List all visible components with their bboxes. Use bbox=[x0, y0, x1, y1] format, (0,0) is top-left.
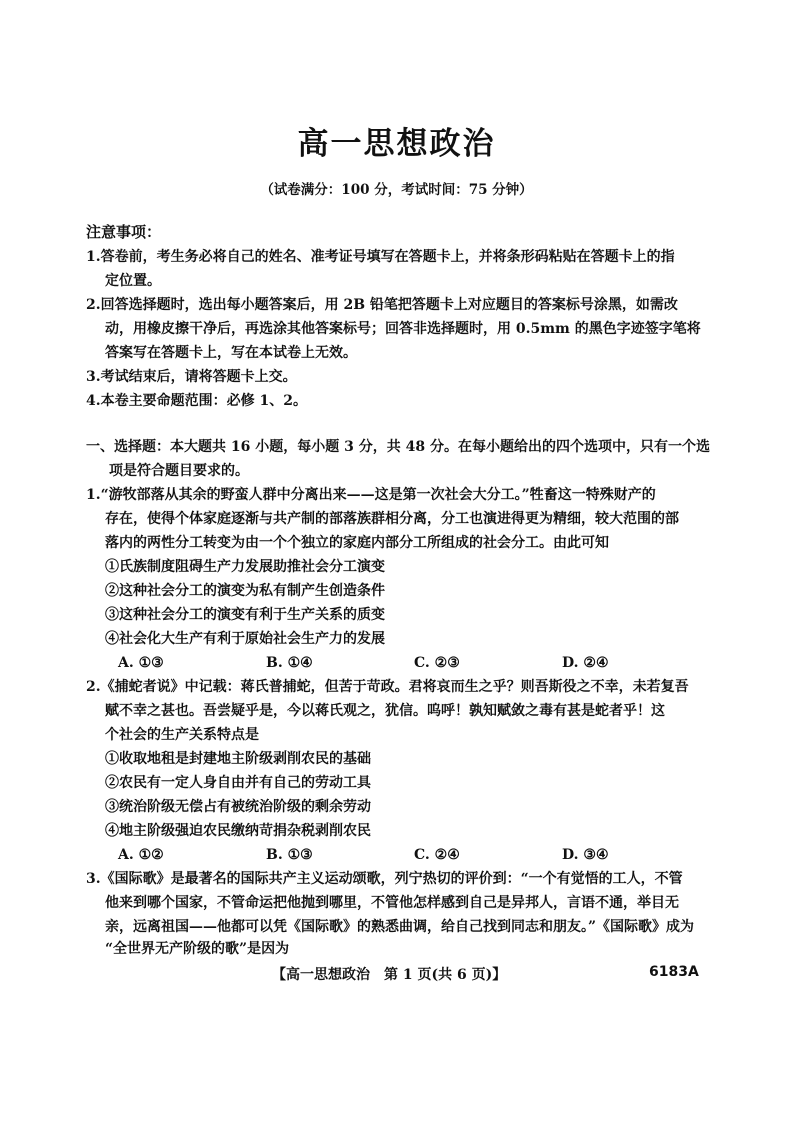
question-item: ④社会化大生产有利于原始社会生产力的发展 bbox=[105, 631, 385, 647]
option-a: A. ①③ bbox=[118, 655, 164, 671]
question-item: ②农民有一定人身自由并有自己的劳动工具 bbox=[105, 775, 371, 791]
notice-line: 定位置。 bbox=[105, 273, 161, 289]
question-stem: 落内的两性分工转变为由一个个独立的家庭内部分工所组成的社会分工。由此可知 bbox=[105, 535, 609, 551]
question-item: ④地主阶级强迫农民缴纳苛捐杂税剥削农民 bbox=[105, 823, 371, 839]
question-stem: 存在，使得个体家庭逐渐与共产制的部落族群相分离，分工也演进得更为精细，较大范围的部 bbox=[105, 511, 679, 527]
option-c: C. ②④ bbox=[414, 847, 460, 863]
option-c: C. ②③ bbox=[414, 655, 460, 671]
option-b: B. ①③ bbox=[266, 847, 313, 863]
option-b: B. ①④ bbox=[266, 655, 313, 671]
question-stem: 个社会的生产关系特点是 bbox=[105, 727, 259, 743]
exam-code: 6183A bbox=[649, 964, 699, 980]
question-item: ①收取地租是封建地主阶级剥削农民的基础 bbox=[105, 751, 371, 767]
notice-heading: 注意事项： bbox=[86, 223, 162, 241]
question-stem: 亲，远离祖国——他都可以凭《国际歌》的熟悉曲调，给自己找到同志和朋友。”《国际歌》成为 bbox=[105, 919, 695, 935]
question-stem: 赋不幸之甚也。吾尝疑乎是，今以蒋氏观之，犹信。呜呼！孰知赋敛之毒有甚是蛇者乎！这 bbox=[105, 703, 665, 719]
page-number: 【高一思想政治 第 1 页(共 6 页)】 bbox=[272, 967, 507, 983]
question-stem: 2.《捕蛇者说》中记载：蒋氏普捕蛇，但苦于苛政。君将哀而生之乎？则吾斯役之不幸，未若复吾 bbox=[86, 679, 689, 695]
notice-line: 1.答卷前，考生务必将自己的姓名、准考证号填写在答题卡上，并将条形码粘贴在答题卡上的指 bbox=[86, 249, 675, 265]
question-item: ③这种社会分工的演变有利于生产关系的质变 bbox=[105, 607, 385, 623]
page-title: 高一思想政治 bbox=[297, 126, 496, 162]
answer-options bbox=[118, 653, 638, 673]
question-item: ②这种社会分工的演变为私有制产生创造条件 bbox=[105, 583, 385, 599]
notice-line: 4.本卷主要命题范围：必修 1、2。 bbox=[86, 393, 307, 409]
option-a: A. ①② bbox=[118, 847, 164, 863]
answer-options bbox=[118, 845, 638, 865]
section-heading: 一、选择题：本大题共 16 小题，每小题 3 分，共 48 分。在每小题给出的四个选项中，只有一个选 bbox=[86, 439, 710, 455]
question-item: ①氏族制度阻碍生产力发展助推社会分工演变 bbox=[105, 559, 385, 575]
question-item: ③统治阶级无偿占有被统治阶级的剩余劳动 bbox=[105, 799, 371, 815]
notice-line: 动，用橡皮擦干净后，再选涂其他答案标号；回答非选择题时，用 0.5mm 的黑色字迹签字笔将 bbox=[105, 321, 701, 337]
question-stem: 3.《国际歌》是最著名的国际共产主义运动颂歌，列宁热切的评价到：“一个有觉悟的工人，不管 bbox=[86, 871, 683, 887]
question-stem: 1.“游牧部落从其余的野蛮人群中分离出来——这是第一次社会大分工。”牲畜这一特殊财产的 bbox=[86, 487, 656, 503]
exam-info: （试卷满分：100 分，考试时间：75 分钟） bbox=[260, 182, 533, 198]
question-stem: “全世界无产阶级的歌”是因为 bbox=[105, 941, 290, 957]
option-d: D. ②④ bbox=[562, 655, 609, 671]
question-stem: 他来到哪个国家，不管命运把他抛到哪里，不管他怎样感到自己是异邦人，言语不通，举目无 bbox=[105, 895, 679, 911]
section-heading: 项是符合题目要求的。 bbox=[109, 463, 249, 479]
notice-line: 2.回答选择题时，选出每小题答案后，用 2B 铅笔把答题卡上对应题目的答案标号涂黑，如需改 bbox=[86, 297, 678, 313]
notice-line: 答案写在答题卡上，写在本试卷上无效。 bbox=[105, 345, 357, 361]
notice-line: 3.考试结束后，请将答题卡上交。 bbox=[86, 369, 297, 385]
option-d: D. ③④ bbox=[562, 847, 609, 863]
